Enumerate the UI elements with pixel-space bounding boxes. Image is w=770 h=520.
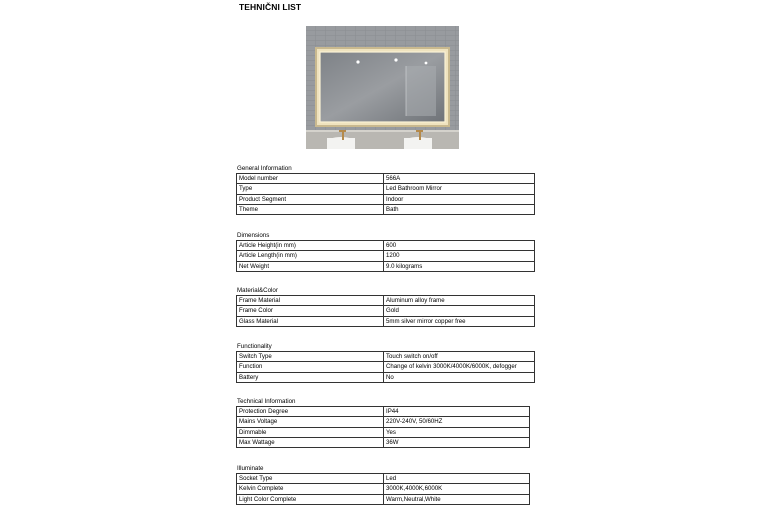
spec-label: Light Color Complete [237, 494, 384, 504]
spec-value: Gold [384, 306, 535, 316]
spec-value: 1200 [384, 251, 535, 261]
spec-table [236, 406, 530, 448]
table-row [237, 316, 535, 326]
spec-label: Mains Voltage [237, 417, 384, 427]
section-title: Dimensions [237, 232, 270, 239]
spec-label: Kelvin Complete [237, 484, 384, 494]
spec-label: Function [237, 362, 384, 372]
table-row [237, 251, 535, 261]
table-row [237, 437, 530, 447]
table-row [237, 427, 530, 437]
spec-label: Product Segment [237, 194, 384, 204]
spec-value: No [384, 372, 535, 382]
section-title: General Information [237, 165, 292, 172]
spec-value: 9.0 kilograms [384, 261, 535, 271]
spec-value: Led [384, 474, 530, 484]
section-dimensions [236, 231, 535, 272]
spec-value: Aluminum alloy frame [384, 296, 535, 306]
spec-value: 3000K,4000K,6000K [384, 484, 530, 494]
table-row [237, 241, 535, 251]
spec-value: 566A [384, 174, 535, 184]
spec-label: Type [237, 184, 384, 194]
mirror-photo-illustration [306, 26, 459, 149]
table-row [237, 474, 530, 484]
spec-label: Frame Material [237, 296, 384, 306]
section-technical-information [236, 397, 530, 448]
section-title: Illuminate [237, 465, 264, 472]
spec-value: Touch switch on/off [384, 352, 535, 362]
spec-value: Warm,Neutral,White [384, 494, 530, 504]
spec-value: 36W [384, 437, 530, 447]
table-row [237, 484, 530, 494]
table-row [237, 362, 535, 372]
table-row [237, 494, 530, 504]
section-title: Technical Information [237, 398, 296, 405]
spec-value: 5mm silver mirror copper free [384, 316, 535, 326]
spec-table [236, 173, 535, 215]
section-title: Material&Color [237, 287, 278, 294]
spec-value: 220V-240V, 50/60HZ [384, 417, 530, 427]
spec-label: Article Height(in mm) [237, 241, 384, 251]
section-general-information [236, 164, 535, 215]
spec-label: Socket Type [237, 474, 384, 484]
table-row [237, 306, 535, 316]
section-title: Functionality [237, 343, 272, 350]
section-illuminate [236, 464, 530, 505]
section-functionality [236, 342, 535, 383]
spec-label: Battery [237, 372, 384, 382]
spec-value: Change of kelvin 3000K/4000K/6000K, defogger [384, 362, 535, 372]
table-row [237, 174, 535, 184]
spec-table [236, 240, 535, 272]
spec-table [236, 473, 530, 505]
spec-label: Glass Material [237, 316, 384, 326]
section-material-color [236, 286, 535, 327]
spec-label: Dimmable [237, 427, 384, 437]
table-row [237, 261, 535, 271]
table-row [237, 194, 535, 204]
spec-label: Net Weight [237, 261, 384, 271]
spec-label: Frame Color [237, 306, 384, 316]
table-row [237, 372, 535, 382]
table-row [237, 296, 535, 306]
document-title: TEHNIČNI LIST [239, 2, 302, 12]
led-bathroom-mirror-photo [306, 26, 459, 149]
spec-value: Indoor [384, 194, 535, 204]
spec-label: Theme [237, 204, 384, 214]
spec-value: Yes [384, 427, 530, 437]
spec-table [236, 295, 535, 327]
spec-value: IP44 [384, 407, 530, 417]
spec-value: 600 [384, 241, 535, 251]
spec-table [236, 351, 535, 383]
table-row [237, 407, 530, 417]
spec-label: Max Wattage [237, 437, 384, 447]
table-row [237, 184, 535, 194]
spec-label: Protection Degree [237, 407, 384, 417]
table-row [237, 352, 535, 362]
spec-label: Article Length(in mm) [237, 251, 384, 261]
spec-label: Model number [237, 174, 384, 184]
table-row [237, 204, 535, 214]
table-row [237, 417, 530, 427]
spec-value: Led Bathroom Mirror [384, 184, 535, 194]
spec-value: Bath [384, 204, 535, 214]
spec-label: Switch Type [237, 352, 384, 362]
